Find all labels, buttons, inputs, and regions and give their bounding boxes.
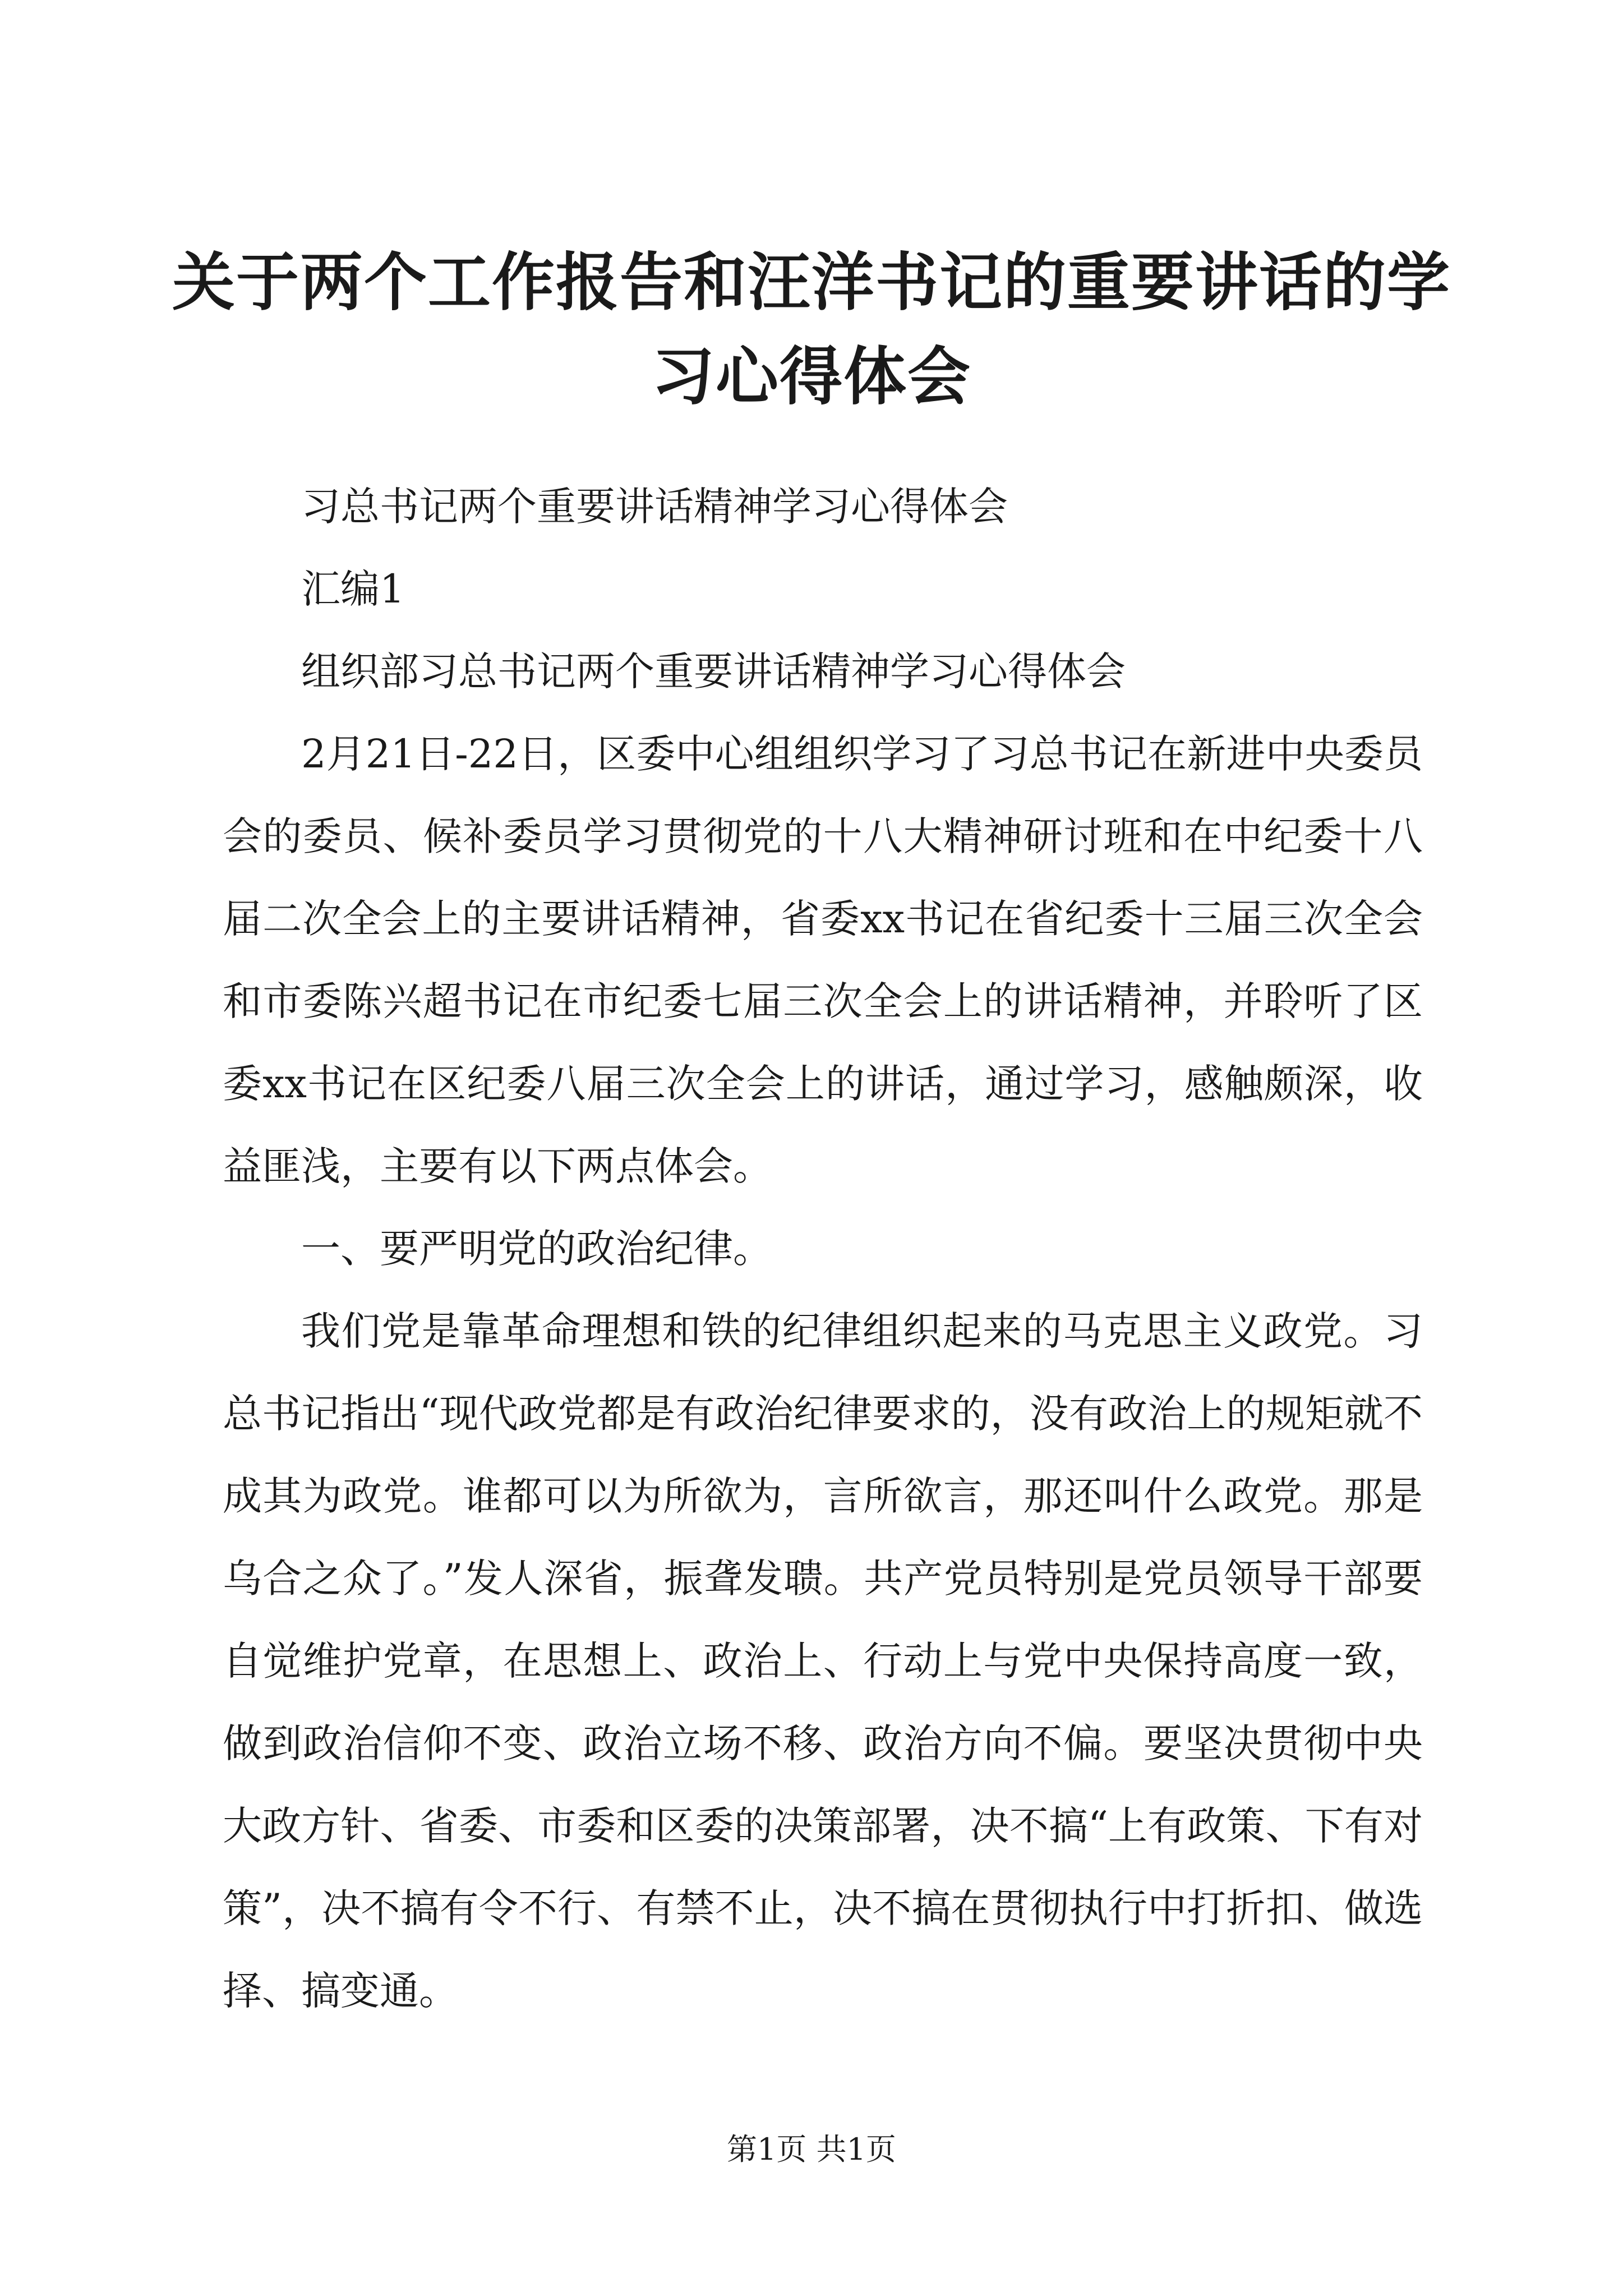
document-title: 关于两个工作报告和汪洋书记的重要讲话的学习心得体会 — [172, 246, 1451, 413]
paragraph-section-heading: 组织部习总书记两个重要讲话精神学习心得体会 — [301, 648, 1126, 694]
paragraph-compilation: 汇编1 — [301, 566, 405, 612]
page-number: 第1页 — [727, 2132, 807, 2167]
document-body — [223, 466, 1423, 2032]
paragraph-intro: 2月21日-22日，区委中心组组织学习了习总书记在新进中央委员会的委员、候补委员学习贯彻党的十八大精神研讨班和在中纪委十八届二次全会上的主要讲话精神，省委xx书记在省纪委十三届三次全会和市委陈兴超书记在市纪委七届三次全会上的讲话精神，并聆听了区委xx书记在区纪委八届三次全会上的讲话，通过学习，感触颇深，收益匪浅，主要有以下两点体会。 — [223, 731, 1423, 1189]
page-total: 共1页 — [816, 2132, 896, 2167]
paragraph-point-one-body: 我们党是靠革命理想和铁的纪律组织起来的马克思主义政党。习总书记指出“现代政党都是有政治纪律要求的，没有政治上的规矩就不成其为政党。谁都可以为所欲为，言所欲言，那还叫什么政党。那是乌合之众了。”发人深省，振聋发聩。共产党员特别是党员领导干部要自觉维护党章，在思想上、政治上、行动上与党中央保持高度一致，做到政治信仰不变、政治立场不移、政治方向不偏。要坚决贯彻中央大政方针、省委、市委和区委的决策部署，决不搞“上有政策、下有对策”，决不搞有令不行、有禁不止，决不搞在贯彻执行中打折扣、做选择、搞变通。 — [223, 1308, 1423, 2014]
paragraph-subtitle: 习总书记两个重要讲话精神学习心得体会 — [301, 484, 1008, 530]
paragraph-point-one-heading: 一、要严明党的政治纪律。 — [301, 1226, 772, 1272]
page-footer — [0, 2127, 1623, 2172]
